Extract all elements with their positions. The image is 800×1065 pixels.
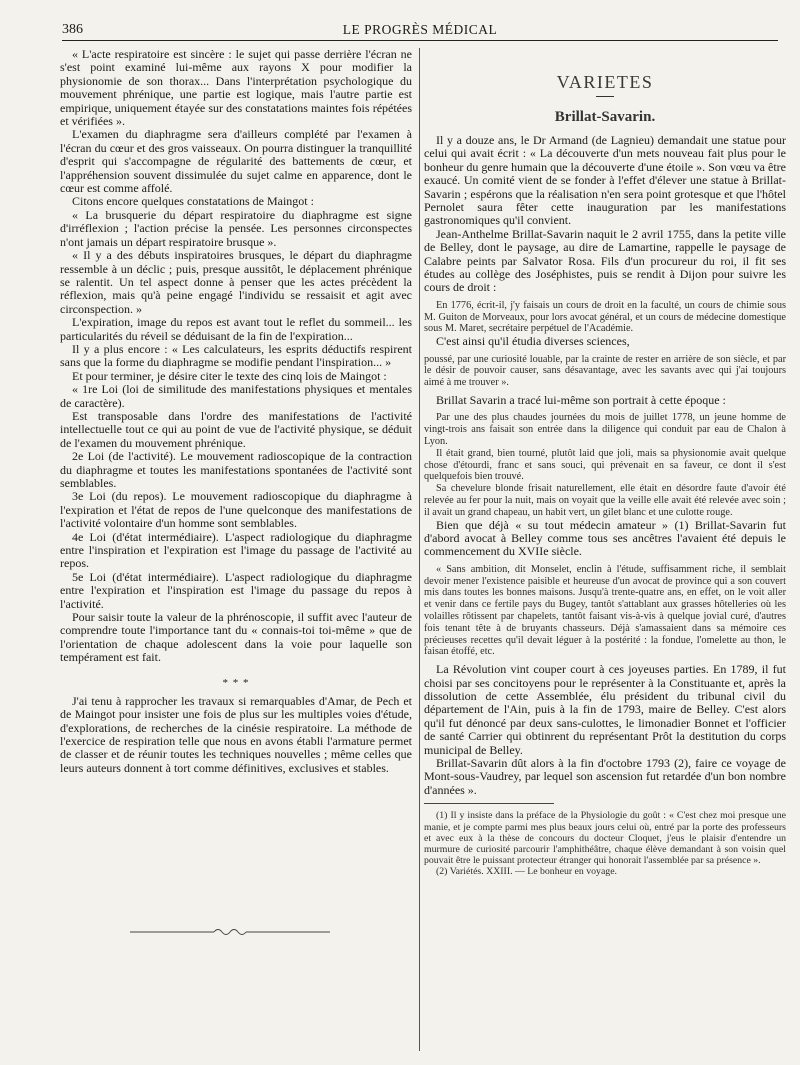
law-paragraph: 4e Loi (d'état intermédiaire). L'aspect radiologique du diaphragme entre l'inspiration et l'expiration est l'image du passage de l'activité au repos. bbox=[60, 529, 412, 571]
left-paragraph: « Il y a des débuts inspiratoires brusques, le départ du diaphragme ressemble à un déclic ; puis, presque aussitôt, le déplacement phrénique se ralentit. Un tel aspect donne à penser que les actes précèdent la réflexion, mais qu'à peine engagé l'individu se ressaisit et agit avec circonspection. » bbox=[60, 248, 412, 316]
left-paragraph: Il y a plus encore : « Les calculateurs, les esprits déductifs respirent sans que la forme du diaphragme se modifie pendant l'inspiration... » bbox=[60, 341, 412, 370]
left-paragraph: « L'acte respiratoire est sincère : le sujet qui passe derrière l'écran ne s'est point examiné lui-même aux rayons X pour modifier la physionomie de son thorax... Dans l'interprétation psychologique du mouvement phrénique, une partie est logique, mais l'autre partie est empirique, uniquement étayée sur des constatations maintes fois répétées et vérifiées ». bbox=[60, 48, 412, 129]
article-paragraph: Bien que déjà « su tout médecin amateur » (1) Brillat-Savarin fut d'abord avocat à Belley comme tous ses ancêtres l'avaient été depuis le commencement du XVIIe siècle. bbox=[424, 517, 786, 559]
law-paragraph: 5e Loi (d'état intermédiaire). L'aspect radiologique du diaphragme entre l'expiration et l'inspiration est l'image du passage du repos à l'activité. bbox=[60, 569, 412, 611]
quote-block: En 1776, écrit-il, j'y faisais un cours de droit en la faculté, un cours de chimie sous M. Guiton de Morveaux, pour lors avocat général, et un cours de médecine domestique sous M. Maret, secrétaire perpétuel de l'Académie. bbox=[424, 299, 786, 335]
right-column bbox=[424, 48, 786, 878]
page-header bbox=[62, 22, 778, 42]
law-paragraph: Est transposable dans l'ordre des manifestations de l'activité intellectuelle tout ce qui au point de vue de l'activité physique, se déduit de l'examen du mouvement phrénique. bbox=[60, 408, 412, 450]
article-paragraph: Brillat-Savarin dût alors à la fin d'octobre 1793 (2), faire ce voyage de Mont-sous-Vaudrey, par lequel son ascension fut retardée d'un bon nombre d'années ». bbox=[424, 756, 786, 797]
running-title: LE PROGRÈS MÉDICAL bbox=[342, 22, 498, 37]
quote-block: « Sans ambition, dit Monselet, enclin à l'étude, suffisamment riche, il semblait devoir mener l'existence paisible et heureuse d'un avocat de province qui a son couvert mis dans toutes les bonnes maisons. Jusqu'à trente-quatre ans, en effet, on le voit aller et venir dans ce fertile pays du Bugey, tantôt s'attablant aux grasses hôtelleries où les volailles rôtissent par chapelets, tantôt faisant vis-à-vis à quelque jovial curé, d'autres fois tenant tête à de bruyants chasseurs. Déjà s'amassaient dans sa mémoire ces précieuses recettes qu'il devait léguer à la postérité : la fondue, l'omelette au thon, le faisan étoffé, etc. bbox=[424, 563, 786, 658]
article-title: Brillat-Savarin. bbox=[554, 109, 656, 125]
law-paragraph: « 1re Loi (loi de similitude des manifestations physiques et mentales de caractère). bbox=[60, 382, 412, 410]
footnote: (1) Il y insiste dans la préface de la Physiologie du goût : « C'est chez moi presque une manie, et je compte parmi mes plus beaux jours celui où, entré par la porte des professeurs et avec eux à la thèse de concours du docteur Cloquet, j'eus le plaisir d'entendre un murmure de curiosité parcourir l'amphithéâtre, chaque élève demandant à son voisin quel pouvait être le puissant protecteur étranger qui honorait l'assemblée par sa présence ». bbox=[424, 810, 786, 867]
quote-block: Par une des plus chaudes journées du mois de juillet 1778, un jeune homme de vingt-trois ans faisait son entrée dans la diligence qui conduit par eau de Chalon à Lyon. bbox=[424, 412, 786, 448]
left-paragraph: Pour saisir toute la valeur de la phrénoscopie, il suffit avec l'auteur de comprendre toute l'importance tant du « connais-toi toi-même » que de l'orientation de chaque adolescent dans la voie pour laquelle son tempérament est fait. bbox=[60, 610, 412, 665]
ornament-divider bbox=[130, 925, 330, 939]
footnotes bbox=[424, 810, 786, 877]
header-rule bbox=[62, 40, 778, 41]
left-column bbox=[60, 48, 412, 775]
quote-block: Sa chevelure blonde frisait naturellement, elle était en désordre faute d'avoir été relevée au fer pour la nuit, mais on voyait que la veille elle avait été relevée avec soin ; il avait un grand chapeau, un habit vert, un gilet blanc et une culotte rouge. bbox=[424, 483, 786, 518]
left-paragraph: Citons encore quelques constatations de Maingot : bbox=[72, 194, 314, 209]
title-dash bbox=[596, 96, 614, 97]
article-paragraph: Jean-Anthelme Brillat-Savarin naquit le 2 avril 1755, dans la petite ville de Belley, dont le paysage, au dire de Lamartine, rappelle le paysage de Calabre peints par Salvator Rosa. Fils d'un procureur du roi, il fit ses études au collège des Joséphistes, puis se rendit à Dijon pour suivre les cours de droit : bbox=[424, 226, 786, 295]
quote-block: poussé, par une curiosité louable, par la crainte de rester en arrière de son siècle, et par le désir de pouvoir causer, sans désavantage, avec les savants avec qui j'ai toujours aimé à me trouver ». bbox=[424, 353, 786, 389]
section-title: VARIETES bbox=[556, 72, 654, 92]
article-paragraph: La Révolution vint couper court à ces joyeuses parties. En 1789, il fut choisi par ses concitoyens pour le représenter à la Constituante et, après la dissolution de cette Assemblée, élu président du tribunal civil du département de l'Ain, puis à la fin de 1793, maire de Belley. C'est alors qu'il fut dénoncé par deux sans-culottes, le limonadier Bonnet et l'officier de santé Carrier qui obtinrent du représentant Prôt la destitution du corps municipal de Belley. bbox=[424, 662, 786, 757]
column-divider bbox=[419, 48, 420, 1051]
article-paragraph: Brillat Savarin a tracé lui-même son portrait à cette époque : bbox=[436, 393, 726, 408]
left-paragraph: Et pour terminer, je désire citer le texte des cinq lois de Maingot : bbox=[72, 368, 387, 383]
page-number: 386 bbox=[62, 22, 83, 37]
article-paragraph: C'est ainsi qu'il étudia diverses sciences, bbox=[436, 334, 630, 349]
left-paragraph: « La brusquerie du départ respiratoire du diaphragme est signe d'irréflexion ; l'action précise la pensée. Les personnes circonspectes n'ont jamais un départ respiratoire brusque ». bbox=[60, 207, 412, 249]
quote-block: Il était grand, bien tourné, plutôt laid que joli, mais sa physionomie avait quelque chose d'étourdi, franc et sans souci, qui prévenait en sa faveur, ce dont il s'est quelquefois bien trouvé. bbox=[424, 447, 786, 483]
law-paragraph: 2e Loi (de l'activité). Le mouvement radioscopique de la contraction du diaphragme et toutes les manifestations spontanées de l'activité sont semblables. bbox=[60, 449, 412, 490]
closing-paragraph: J'ai tenu à rapprocher les travaux si remarquables d'Amar, de Pech et de Maingot pour insister une fois de plus sur les multiples voies d'étude, d'explorations, de recherches de la cinésie respiratoire. La méthode de l'exercice de respiration telle que nous en avons établi l'armature permet de classer et de réunir toutes les techniques nouvelles ; même celles que leurs auteurs donnent à tort comme définitives, exclusives et stables. bbox=[60, 693, 412, 775]
left-paragraph: L'expiration, image du repos est avant tout le reflet du sommeil... les particularités du réveil se déduisant de la fin de l'expiration... bbox=[60, 315, 412, 343]
section-stars: * * * bbox=[222, 676, 250, 689]
article-paragraph: Il y a douze ans, le Dr Armand (de Lagnieu) demandait une statue pour celui qui avait écrit : « La découverte d'un mets nouveau fait plus pour le bonheur du genre humain que la découverte d'une étoile ». Son vœu va être exaucé. Un comité vient de se fonder à l'effet d'élever une statue à Brillat-Savarin ; espérons que la réalisation n'en sera point grotesque et que l'hôtel Pernolet saura fêter cette inauguration par les manifestations gastronomiques qu'il convient. bbox=[424, 133, 786, 228]
footnote: (2) Variétés. XXIII. — Le bonheur en voyage. bbox=[436, 866, 617, 878]
footnote-rule bbox=[424, 803, 554, 804]
law-paragraph: 3e Loi (du repos). Le mouvement radioscopique du diaphragme à l'expiration et l'état de repos de l'une quelconque des manifestations de l'activité volontaire d'un homme sont semblables. bbox=[60, 489, 412, 531]
left-paragraph: L'examen du diaphragme sera d'ailleurs complété par l'examen à l'écran du cœur et des gros vaisseaux. On pourra distinguer la tranquillité d'esprit qui s'accompagne de régularité des battements de cœur, et l'appréhension souvent dissimulée du sujet calme en apparence, dont le cœur est comme affolé. bbox=[60, 127, 412, 196]
